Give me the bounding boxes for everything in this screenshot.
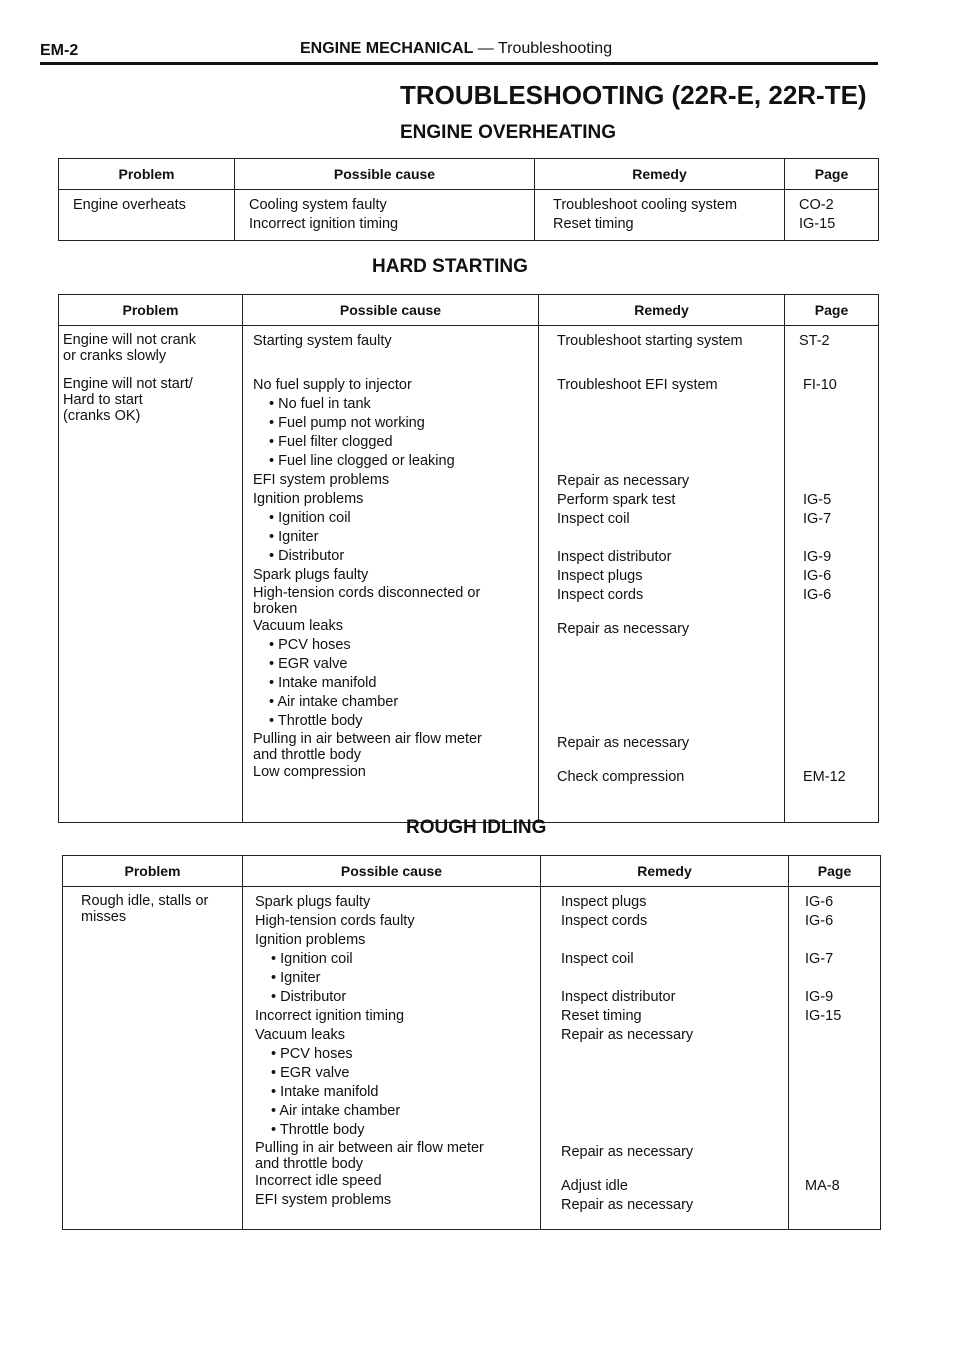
problem-text: Engine overheats <box>73 197 186 213</box>
page-ref: MA-8 <box>805 1178 840 1194</box>
cause-subitem: • Air intake chamber <box>255 1102 532 1121</box>
cause-text: Pulling in air between air flow meter <box>255 1140 484 1156</box>
cause-text: Low compression <box>253 764 366 780</box>
table-row <box>59 326 879 371</box>
section-heading-overheating: ENGINE OVERHEATING <box>400 122 617 143</box>
page-ref: CO-2 <box>799 197 834 213</box>
section-heading-hard-starting: HARD STARTING <box>372 256 528 277</box>
remedy-text: Inspect cords <box>561 913 648 929</box>
page-ref: EM-12 <box>803 769 846 785</box>
page-ref: FI-10 <box>803 377 837 393</box>
cause-text: Incorrect ignition timing <box>249 216 399 232</box>
table-row <box>59 370 879 823</box>
problem-text: (cranks OK) <box>63 408 141 424</box>
cause-text: Incorrect ignition timing <box>255 1008 405 1024</box>
col-header-problem: Problem <box>63 856 243 887</box>
rough-idling-table <box>62 855 881 1230</box>
cause-text: Spark plugs faulty <box>253 567 369 583</box>
cause-text: Incorrect idle speed <box>255 1173 382 1189</box>
cause-subitem: • Intake manifold <box>255 1083 532 1102</box>
cause-subitem: • Igniter <box>253 528 530 547</box>
cause-subitem: • Fuel line clogged or leaking <box>253 452 530 471</box>
table-row <box>59 190 879 241</box>
cause-subitem: • PCV hoses <box>253 636 530 655</box>
col-header-remedy: Remedy <box>535 159 785 190</box>
col-header-page: Page <box>785 295 879 326</box>
cause-text: Vacuum leaks <box>253 618 343 634</box>
problem-text: Rough idle, stalls or <box>81 893 209 909</box>
cause-text: and throttle body <box>255 1156 364 1172</box>
page-title: TROUBLESHOOTING (22R-E, 22R-TE) <box>400 80 867 110</box>
cause-text: EFI system problems <box>255 1192 392 1208</box>
remedy-text: Reset timing <box>561 1008 642 1024</box>
cause-text: Vacuum leaks <box>255 1027 345 1043</box>
remedy-text: Repair as necessary <box>557 735 690 751</box>
cause-subitem: • Throttle body <box>255 1121 532 1140</box>
cause-text: and throttle body <box>253 747 362 763</box>
cause-subitem: • No fuel in tank <box>253 395 530 414</box>
section-heading-rough-idling: ROUGH IDLING <box>406 817 547 838</box>
page-ref: IG-15 <box>799 216 836 232</box>
cause-subitem: • EGR valve <box>253 655 530 674</box>
cause-text: High-tension cords faulty <box>255 913 415 929</box>
col-header-remedy: Remedy <box>539 295 785 326</box>
cause-subitem: • EGR valve <box>255 1064 532 1083</box>
col-header-problem: Problem <box>59 159 235 190</box>
cause-text: No fuel supply to injector <box>253 377 412 393</box>
problem-text: or cranks slowly <box>63 348 167 364</box>
remedy-text: Check compression <box>557 769 685 785</box>
problem-text: misses <box>81 909 127 925</box>
cause-text: High-tension cords disconnected or <box>253 585 481 601</box>
page-ref: IG-7 <box>805 951 834 967</box>
cause-text: Ignition problems <box>255 932 366 948</box>
table-row <box>63 887 881 1230</box>
page-code: EM-2 <box>40 42 79 59</box>
cause-text: Pulling in air between air flow meter <box>253 731 482 747</box>
cause-text: Spark plugs faulty <box>255 894 371 910</box>
cause-text: Starting system faulty <box>253 333 392 349</box>
page-ref: IG-6 <box>803 568 832 584</box>
problem-text: Engine will not start/ <box>63 376 193 392</box>
page-ref: IG-6 <box>803 587 832 603</box>
remedy-text: Inspect coil <box>557 511 630 527</box>
remedy-text: Adjust idle <box>561 1178 628 1194</box>
page-ref: IG-9 <box>803 549 832 565</box>
page-ref: IG-9 <box>805 989 834 1005</box>
cause-subitem: • Ignition coil <box>253 509 530 528</box>
page-ref: IG-15 <box>805 1008 842 1024</box>
remedy-text: Troubleshoot starting system <box>557 333 743 349</box>
cause-subitem: • Fuel filter clogged <box>253 433 530 452</box>
cause-subitem: • Distributor <box>253 547 530 566</box>
remedy-text: Inspect cords <box>557 587 644 603</box>
overheating-table <box>58 158 879 241</box>
cause-text: broken <box>253 601 298 617</box>
page-ref: IG-6 <box>805 913 834 929</box>
cause-text: EFI system problems <box>253 472 390 488</box>
page-ref: IG-6 <box>805 894 834 910</box>
cause-subitem: • Air intake chamber <box>253 693 530 712</box>
cause-subitem: • Distributor <box>255 988 532 1007</box>
page-ref: ST-2 <box>799 333 830 349</box>
col-header-cause: Possible cause <box>235 159 535 190</box>
remedy-text: Inspect distributor <box>557 549 672 565</box>
remedy-text: Troubleshoot cooling system <box>553 197 738 213</box>
col-header-cause: Possible cause <box>243 295 539 326</box>
hard-starting-table <box>58 294 879 823</box>
page-ref: IG-7 <box>803 511 832 527</box>
col-header-page: Page <box>789 856 881 887</box>
cause-text: Cooling system faulty <box>249 197 387 213</box>
remedy-text: Repair as necessary <box>561 1144 694 1160</box>
remedy-text: Inspect coil <box>561 951 634 967</box>
remedy-text: Repair as necessary <box>557 621 690 637</box>
header-rule <box>40 62 878 65</box>
remedy-text: Perform spark test <box>557 492 676 508</box>
problem-text: Hard to start <box>63 392 143 408</box>
cause-subitem: • Intake manifold <box>253 674 530 693</box>
remedy-text: Inspect plugs <box>557 568 643 584</box>
col-header-page: Page <box>785 159 879 190</box>
remedy-text: Reset timing <box>553 216 634 232</box>
remedy-text: Troubleshoot EFI system <box>557 377 718 393</box>
header-subsection: — Troubleshooting <box>473 40 613 57</box>
cause-subitem: • Fuel pump not working <box>253 414 530 433</box>
header-section: ENGINE MECHANICAL <box>300 40 474 57</box>
cause-subitem: • Ignition coil <box>255 950 532 969</box>
page-ref: IG-5 <box>803 492 832 508</box>
cause-subitem: • PCV hoses <box>255 1045 532 1064</box>
remedy-text: Inspect plugs <box>561 894 647 910</box>
remedy-text: Repair as necessary <box>561 1027 694 1043</box>
remedy-text: Repair as necessary <box>561 1197 694 1213</box>
cause-subitem: • Igniter <box>255 969 532 988</box>
running-header <box>300 40 612 58</box>
cause-subitem: • Throttle body <box>253 712 530 731</box>
cause-text: Ignition problems <box>253 491 364 507</box>
remedy-text: Inspect distributor <box>561 989 676 1005</box>
remedy-text: Repair as necessary <box>557 473 690 489</box>
problem-text: Engine will not crank <box>63 332 196 348</box>
col-header-problem: Problem <box>59 295 243 326</box>
col-header-cause: Possible cause <box>243 856 541 887</box>
col-header-remedy: Remedy <box>541 856 789 887</box>
